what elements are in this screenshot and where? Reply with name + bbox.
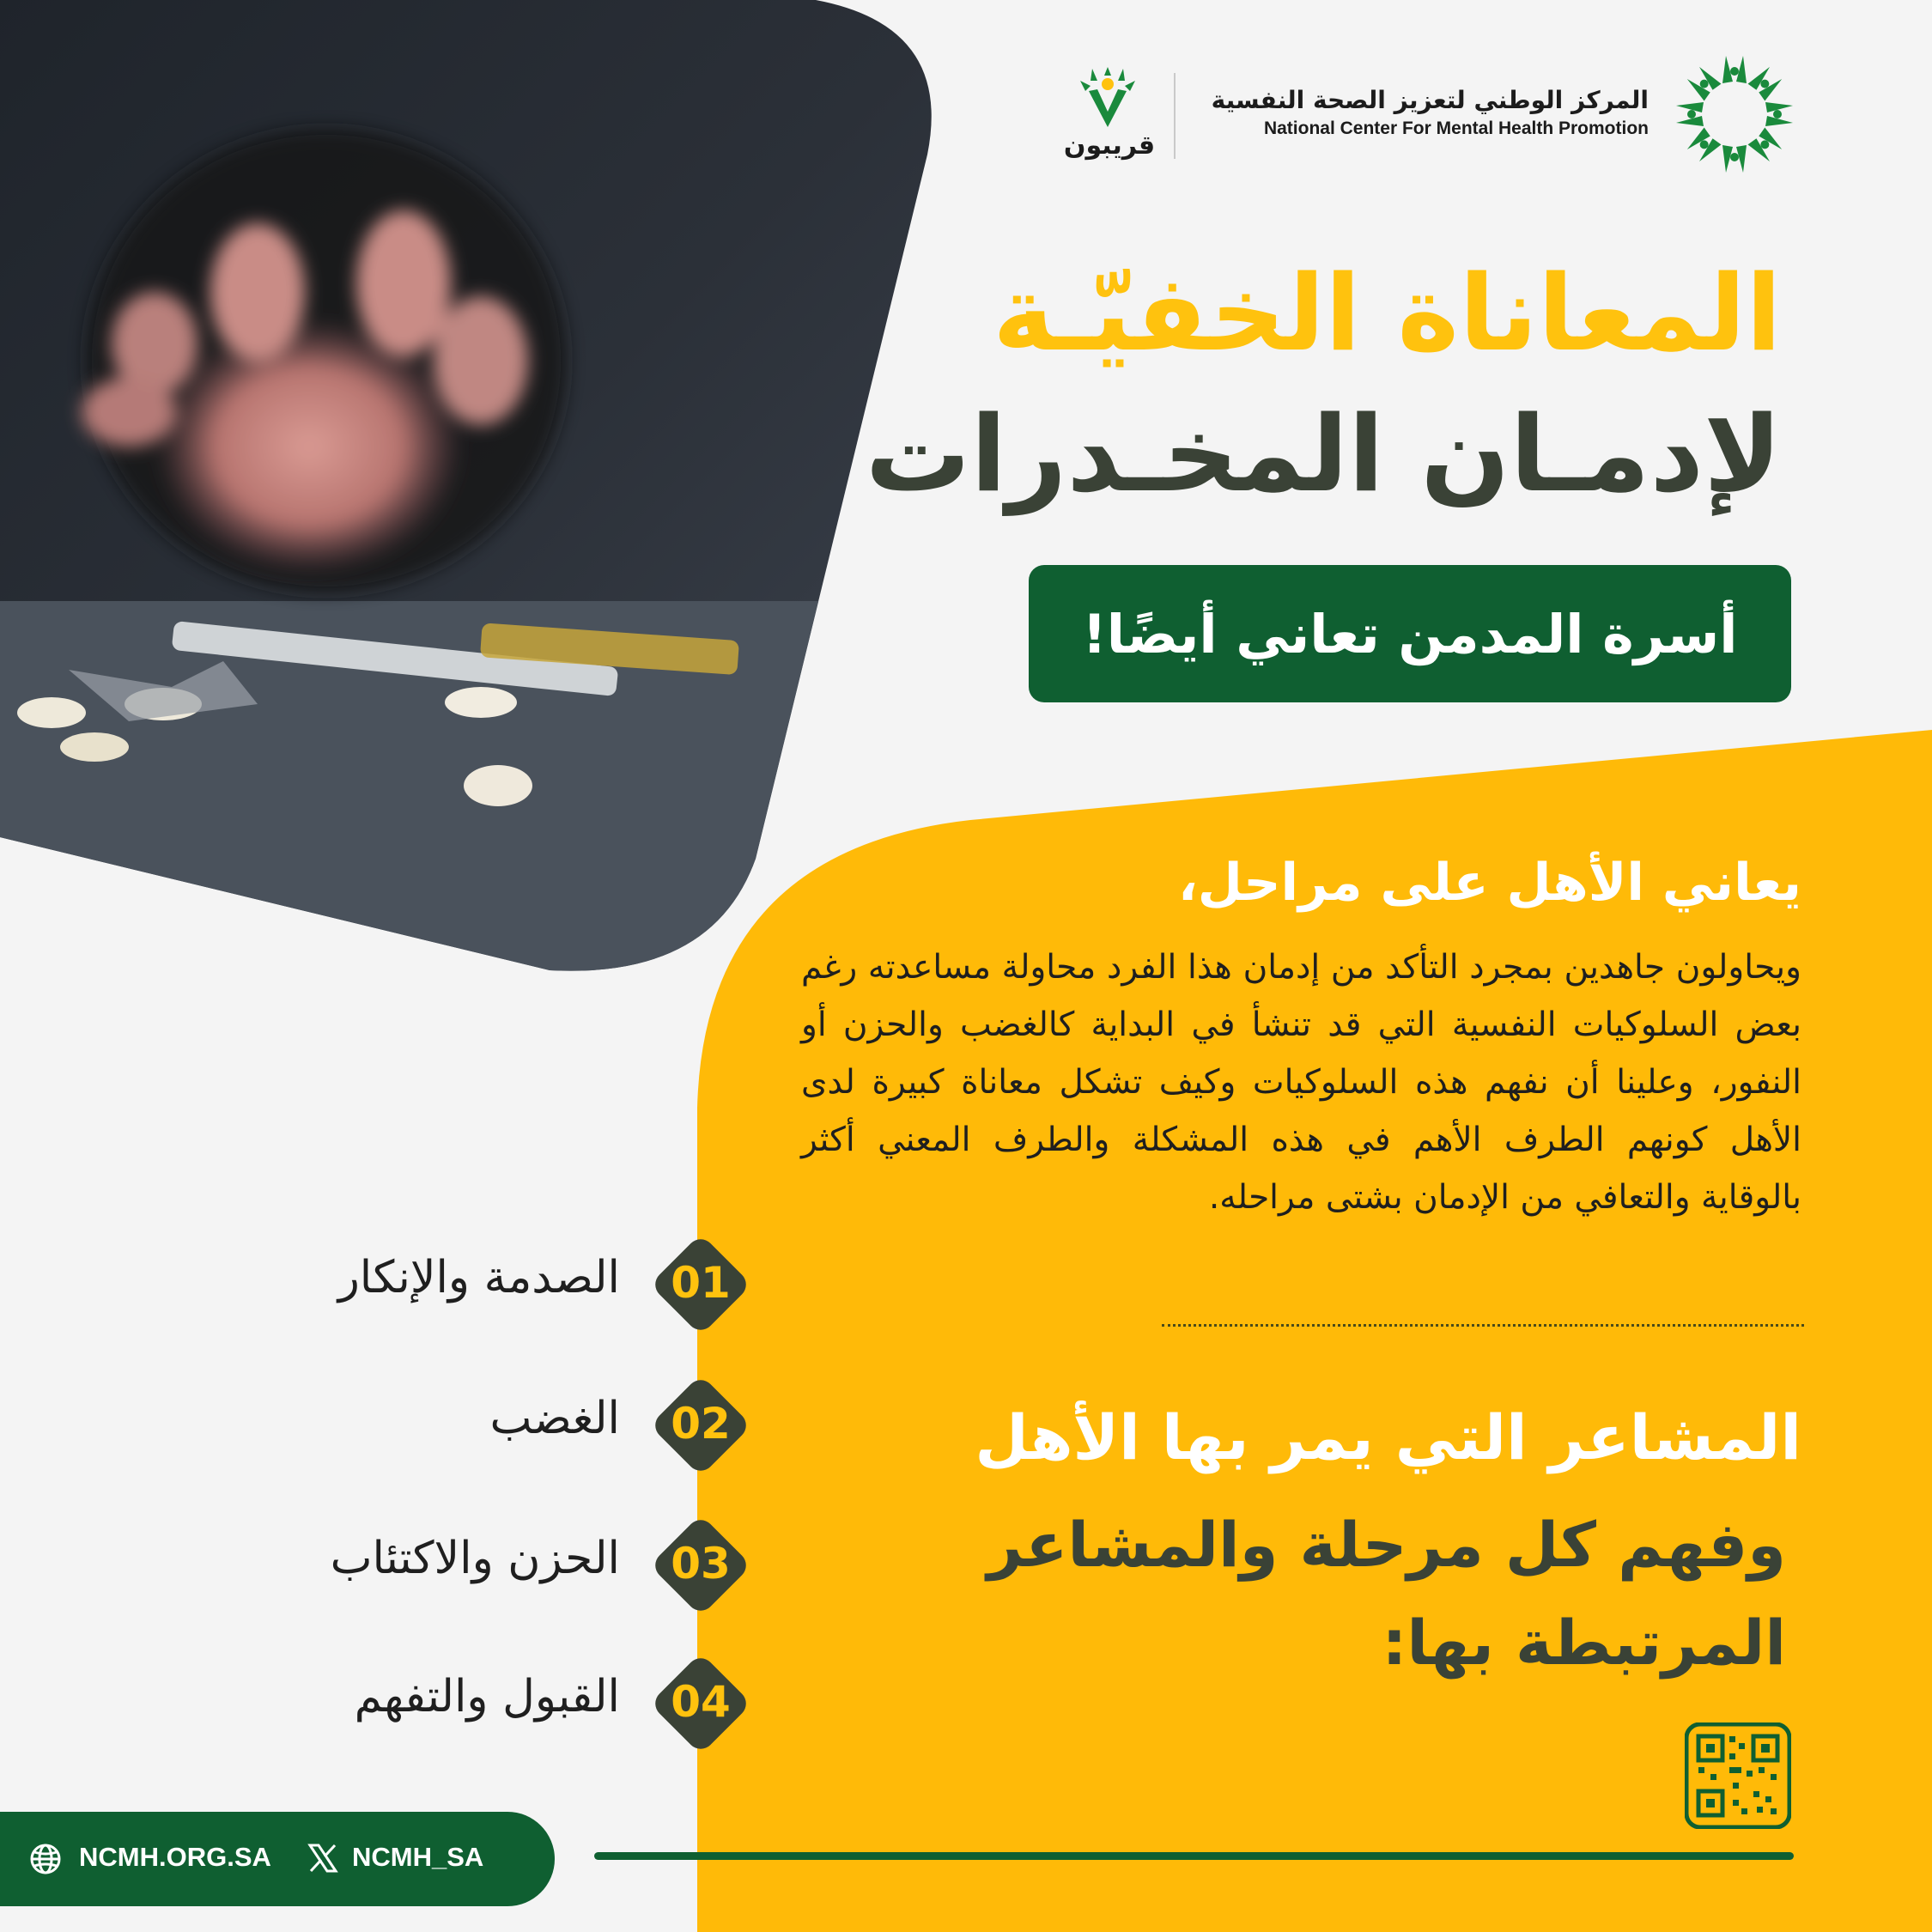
stage-2-label: الغضب	[489, 1393, 620, 1444]
stage-1-number: 01	[671, 1258, 731, 1308]
dotted-divider	[1162, 1324, 1804, 1327]
bottom-accent-line	[594, 1852, 1794, 1860]
stage-4-label: القبول والتفهم	[354, 1671, 620, 1722]
stage-3-number: 03	[671, 1539, 731, 1589]
emotions-heading-line2: وفهم كل مرحلة والمشاعر	[987, 1509, 1786, 1581]
stage-4-number: 04	[671, 1677, 731, 1727]
qareeboon-label: قريبون	[1063, 131, 1156, 161]
qr-code-icon[interactable]	[1685, 1722, 1791, 1829]
ncmh-name-english: National Center For Mental Health Promotion	[1263, 118, 1649, 138]
globe-icon	[29, 1843, 62, 1875]
stage-2-number: 02	[671, 1399, 731, 1449]
hero-photo	[0, 0, 962, 979]
header-divider	[1174, 73, 1176, 159]
emotions-heading-line1: المشاعر التي يمر بها الأهل	[975, 1401, 1801, 1473]
subtitle-banner-text: أسرة المدمن تعاني أيضًا!	[1082, 602, 1738, 665]
footer-x-handle[interactable]: NCMH_SA	[352, 1842, 484, 1872]
qareeboon-logo-icon	[1073, 67, 1142, 131]
stage-1-label: الصدمة والإنكار	[337, 1252, 620, 1303]
title-primary: المعاناة الخفيّـة	[992, 252, 1782, 374]
ncmh-name-arabic: المركز الوطني لتعزيز الصحة النفسية	[1211, 86, 1649, 114]
x-logo-icon	[307, 1843, 338, 1874]
stage-3-label: الحزن والاكتئاب	[330, 1533, 620, 1584]
footer-website[interactable]: NCMH.ORG.SA	[79, 1842, 271, 1872]
ncmh-logo-icon	[1670, 50, 1799, 179]
emotions-heading-line3: المرتبطة بها:	[1382, 1607, 1786, 1679]
subtitle-banner	[1029, 565, 1791, 702]
title-secondary: لإدمـان المخـدرات	[865, 393, 1782, 515]
stages-body-text: ويحاولون جاهدين بمجرد التأكد من إدمان هذا الفرد محاولة مساعدته رغم بعض السلوكيات النفسية التي قد تنشأ في البداية كالغضب والحزن أو النفور، وعلينا أن نفهم هذه السلوكيات وكيف تشكل معاناة كبيرة لدى الأهل كونهم الطرف الأهم في هذه المشكلة والطرف المعني أكثر بالوقاية والتعافي من الإدمان بشتى مراحله.	[801, 948, 1801, 1217]
stages-heading: يعاني الأهل على مراحل،	[1177, 853, 1801, 913]
